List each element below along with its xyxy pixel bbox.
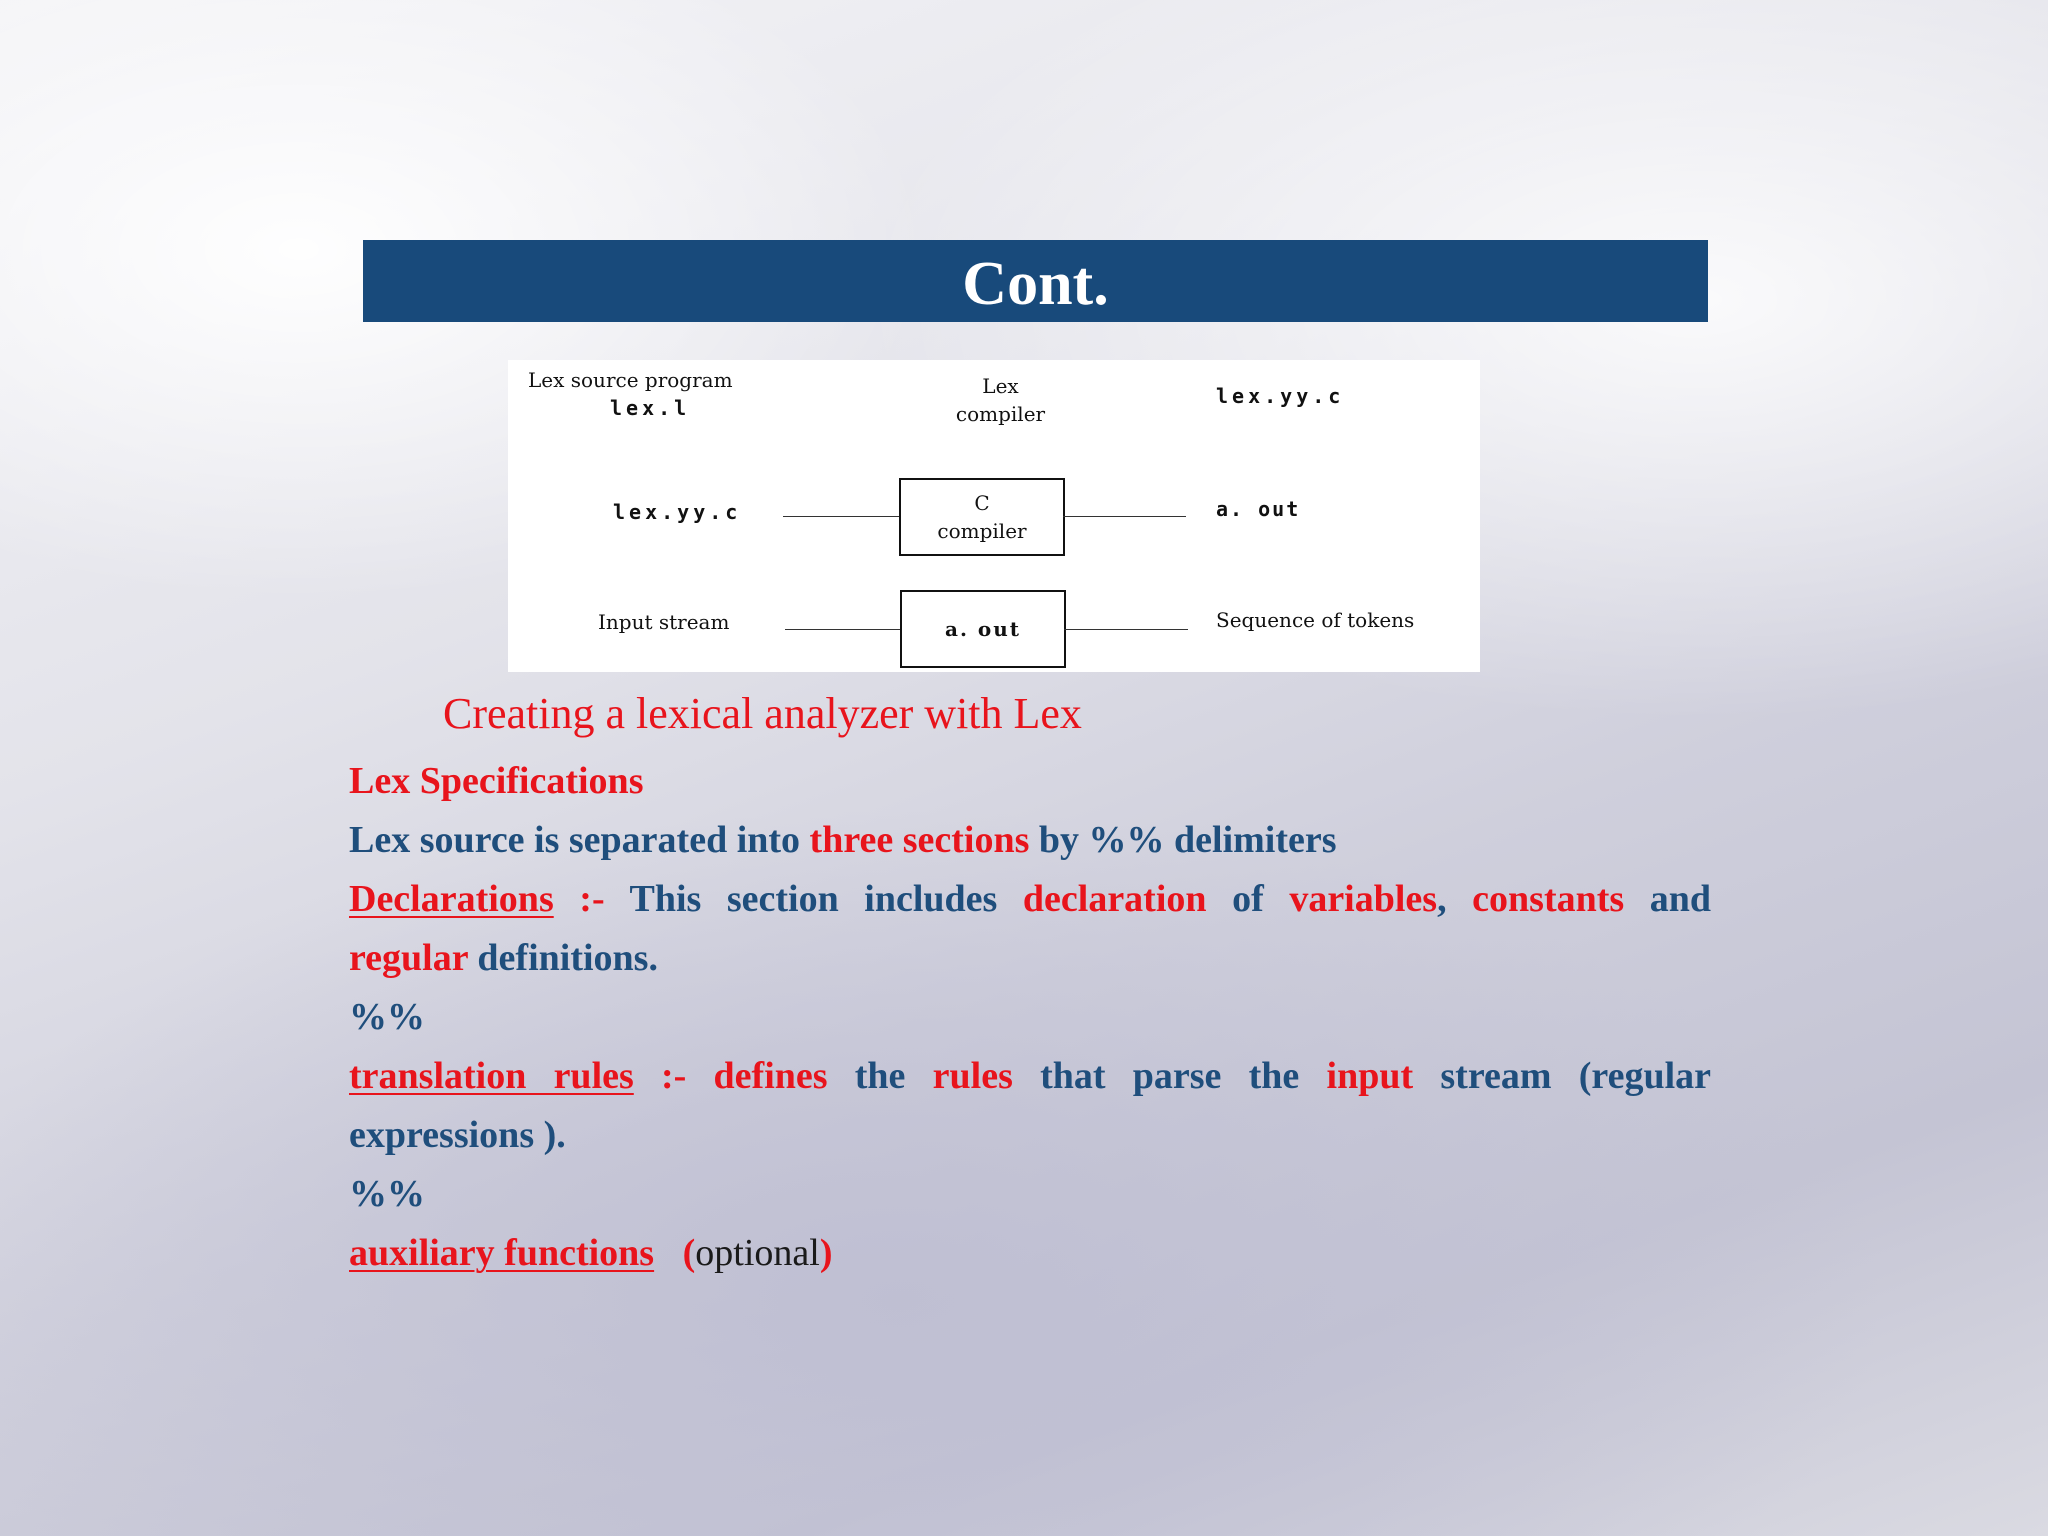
row2-out-line	[1063, 516, 1186, 517]
row1-box-line2: compiler	[955, 402, 1046, 426]
slide-title: Cont.	[962, 250, 1109, 318]
diagram-caption: Creating a lexical analyzer with Lex	[443, 689, 1082, 738]
translation-t5: input	[1326, 1055, 1414, 1097]
c-compiler-box	[899, 478, 1065, 556]
delimiter-2: %%	[349, 1173, 425, 1215]
row1-left-label	[528, 366, 733, 422]
declarations-l2a: regular	[349, 937, 468, 979]
auxiliary-gap	[654, 1232, 683, 1274]
row2-left-label: lex.yy.c	[613, 500, 742, 524]
row2-right-label: a. out	[1216, 497, 1301, 521]
declarations-line	[349, 870, 1711, 929]
declarations-t1: This section includes	[629, 878, 1023, 920]
declarations-sep: :-	[553, 878, 630, 920]
row3-box-label: a. out	[944, 617, 1021, 641]
translation-t6: stream (regular	[1413, 1055, 1712, 1097]
spec-heading: Lex Specifications	[349, 760, 644, 802]
translation-sep: :-	[633, 1055, 714, 1097]
row2-box-line1: C	[974, 491, 990, 515]
translation-t3: rules	[932, 1055, 1013, 1097]
row3-right-label: Sequence of tokens	[1216, 608, 1415, 632]
sections-text-c: by %% delimiters	[1029, 819, 1337, 861]
row1-left-line2: lex.l	[610, 396, 691, 420]
auxiliary-open-paren: (	[682, 1232, 696, 1274]
row2-box-line2: compiler	[937, 519, 1027, 543]
auxiliary-close-paren: )	[819, 1232, 833, 1274]
translation-t1: defines	[713, 1055, 828, 1097]
declarations-t2: declaration	[1022, 878, 1207, 920]
translation-term: translation rules	[349, 1055, 634, 1097]
translation-line	[349, 1047, 1711, 1106]
declarations-t3: of	[1206, 878, 1290, 920]
row3-left-label: Input stream	[598, 610, 730, 634]
declarations-t5: ,	[1437, 878, 1473, 920]
row2-in-line	[783, 516, 905, 517]
row1-left-line1: Lex source program	[528, 368, 733, 392]
row1-box-line1: Lex	[982, 374, 1019, 398]
lex-spec-text	[349, 752, 1711, 1283]
row1-box-label	[913, 372, 1088, 428]
delimiter-1: %%	[349, 996, 425, 1038]
declarations-term: Declarations	[349, 878, 554, 920]
declarations-t6: constants	[1472, 878, 1625, 920]
auxiliary-term: auxiliary functions	[349, 1232, 655, 1274]
translation-t2: the	[827, 1055, 933, 1097]
sections-text-a: Lex source is separated into	[349, 819, 810, 861]
sections-text-b: three sections	[809, 819, 1030, 861]
title-bar	[363, 240, 1708, 322]
declarations-t4: variables	[1289, 878, 1438, 920]
a-out-box	[900, 590, 1066, 668]
declarations-line2	[349, 929, 1711, 988]
lex-process-diagram	[508, 360, 1480, 672]
declarations-t7: and	[1624, 878, 1712, 920]
row3-in-line	[785, 629, 903, 630]
translation-t4: that parse the	[1012, 1055, 1327, 1097]
declarations-l2b: definitions.	[467, 937, 658, 979]
row1-right-label: lex.yy.c	[1216, 384, 1345, 408]
auxiliary-optional: optional	[695, 1232, 820, 1274]
row3-out-line	[1064, 629, 1188, 630]
translation-line2: expressions ).	[349, 1114, 566, 1156]
sections-line	[349, 811, 1711, 870]
auxiliary-line	[349, 1224, 1711, 1283]
